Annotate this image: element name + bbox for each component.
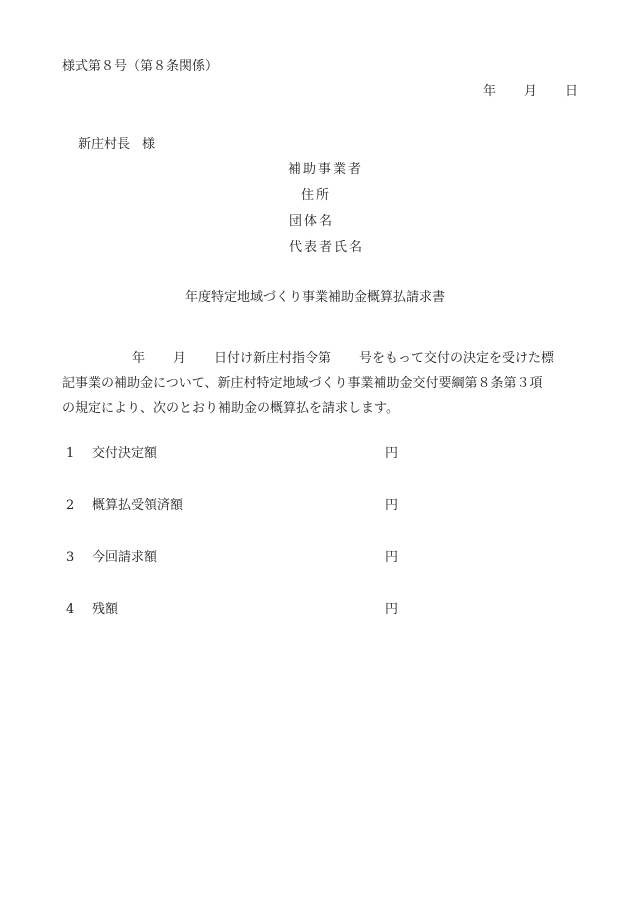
- item-label: 残額: [92, 602, 119, 617]
- addressee-name: 新庄村長: [78, 137, 131, 152]
- body-year-label: 年: [132, 351, 146, 366]
- date-line: [483, 85, 578, 98]
- date-year-label: 年: [482, 84, 496, 99]
- body-line-1: [62, 346, 582, 371]
- applicant-organization-label: 団体名: [289, 214, 335, 229]
- item-unit: 円: [385, 602, 399, 617]
- body-directive-text: 日付け新庄村指令第: [214, 351, 332, 366]
- addressee-honorific: 様: [142, 137, 156, 152]
- item-unit: 円: [385, 550, 399, 565]
- body-paragraph: [62, 346, 582, 421]
- body-decision-text: 号をもって交付の決定を受けた標: [359, 351, 555, 366]
- item-label: 今回請求額: [92, 550, 158, 565]
- body-line-2: 記事業の補助金について、新庄村特定地域づくり事業補助金交付要綱第８条第３項: [62, 376, 543, 391]
- list-item: [66, 447, 157, 460]
- item-unit: 円: [385, 498, 399, 513]
- document-title: 年度特定地域づくり事業補助金概算払請求書: [184, 290, 445, 305]
- form-number: 様式第８号（第８条関係）: [62, 59, 219, 74]
- item-number: 4: [66, 602, 75, 617]
- list-item: [66, 551, 157, 564]
- item-unit: 円: [385, 446, 399, 461]
- item-number: 2: [66, 498, 75, 513]
- body-line-3: の規定により、次のとおり補助金の概算払を請求します。: [62, 401, 399, 416]
- date-month-label: 月: [523, 84, 537, 99]
- applicant-address-label: 住所: [301, 188, 332, 203]
- list-item: [66, 603, 118, 616]
- addressee: [78, 138, 155, 151]
- item-number: 3: [66, 550, 75, 565]
- item-label: 概算払受領済額: [92, 498, 184, 513]
- body-month-label: 月: [173, 351, 187, 366]
- applicant-title: 補助事業者: [288, 162, 364, 177]
- date-day-label: 日: [564, 84, 578, 99]
- list-item: [66, 499, 183, 512]
- item-label: 交付決定額: [92, 446, 158, 461]
- item-number: 1: [66, 446, 75, 461]
- applicant-representative-label: 代表者氏名: [289, 240, 365, 255]
